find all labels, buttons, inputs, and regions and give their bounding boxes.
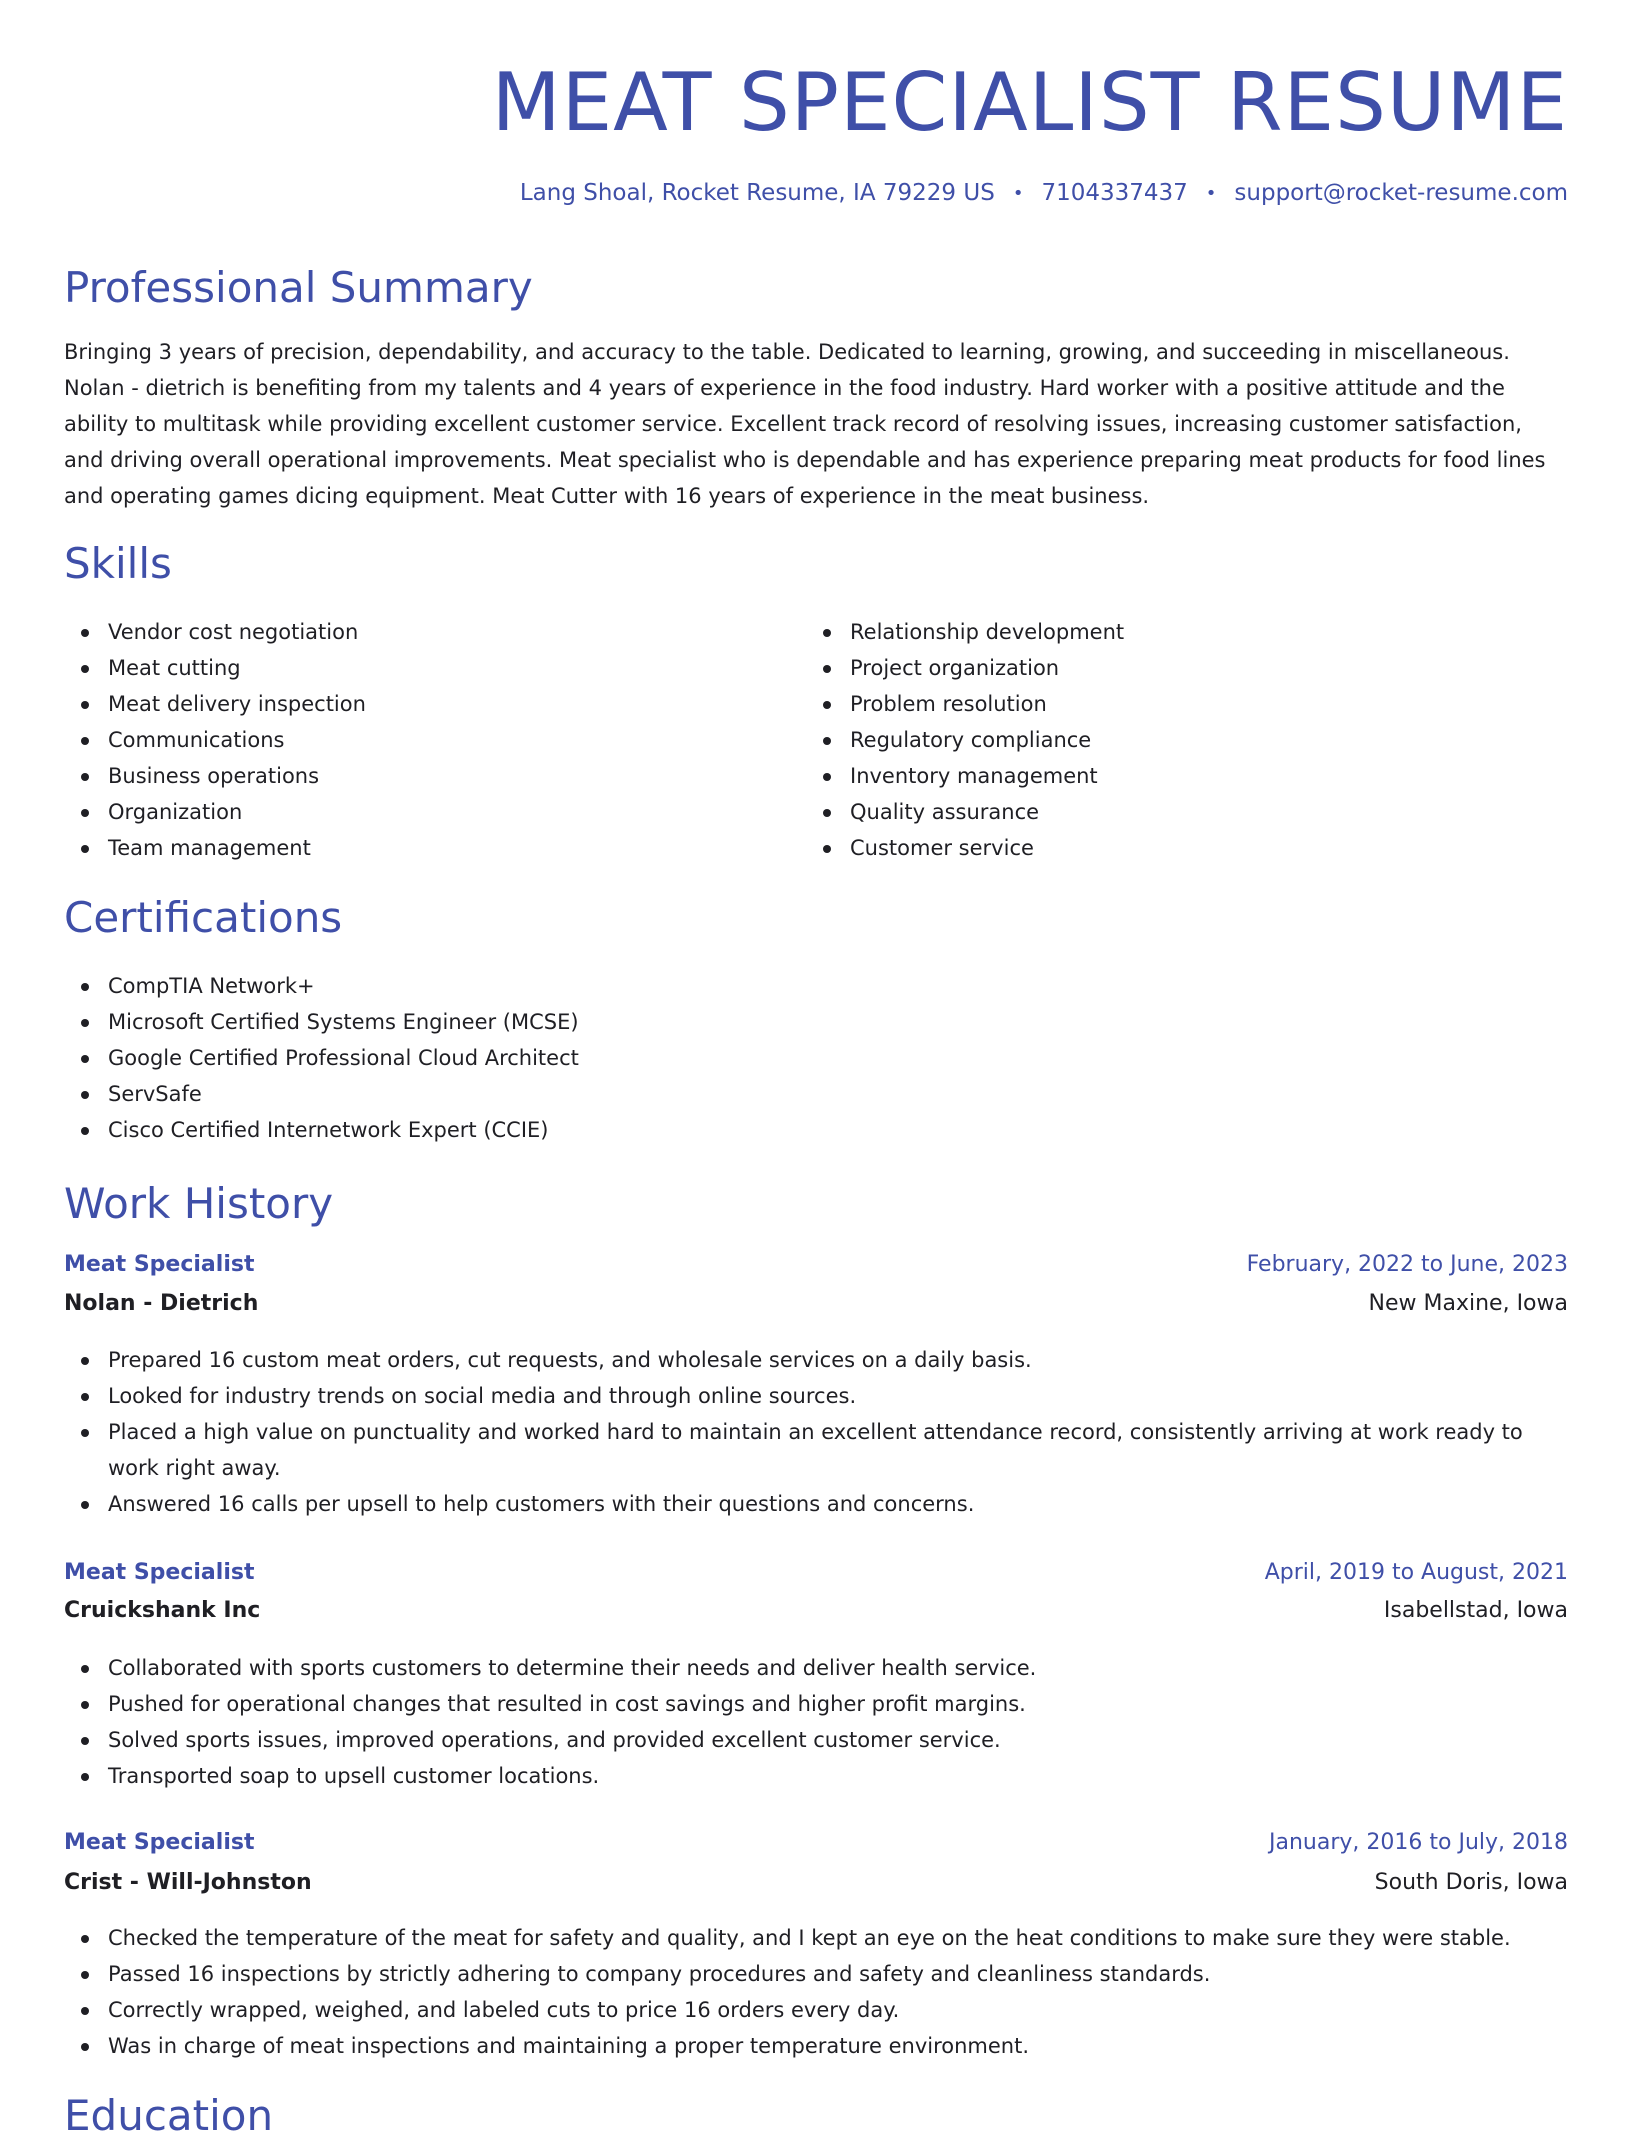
job-location: New Maxine, Iowa bbox=[1368, 1291, 1568, 1316]
summary-heading: Professional Summary bbox=[64, 263, 533, 312]
skill-item: Problem resolution bbox=[806, 686, 1566, 722]
job-bullet: Was in charge of meat inspections and maintaining a proper temperature environment. bbox=[64, 2028, 1568, 2064]
job-title-row bbox=[64, 1830, 1568, 1855]
job-bullet: Transported soap to upsell customer locations. bbox=[64, 1758, 1568, 1794]
job-bullet: Pushed for operational changes that resulted in cost savings and higher profit margins. bbox=[64, 1686, 1568, 1722]
contact-separator: • bbox=[1205, 182, 1217, 204]
resume-page bbox=[64, 0, 1568, 2140]
skill-item: Vendor cost negotiation bbox=[64, 614, 804, 650]
job-bullet: Solved sports issues, improved operations, and provided excellent customer service. bbox=[64, 1722, 1568, 1758]
skills-heading: Skills bbox=[64, 539, 172, 588]
summary-text: Bringing 3 years of precision, dependability, and accuracy to the table. Dedicated to learning, growing, and succeeding in miscellaneous. Nolan - dietrich is benefiting from my talents and 4 years of experience in the food industry. Hard worker with a positive attitude and the ability to multitask while providing excellent customer service. Excellent track record of resolving issues, increasing customer satisfaction, and driving overall operational improvements. Meat specialist who is dependable and has experience preparing meat products for food lines and operating games dicing equipment. Meat Cutter with 16 years of experience in the meat business. bbox=[64, 340, 1546, 508]
job-dates: January, 2016 to July, 2018 bbox=[1269, 1830, 1568, 1855]
job-title: Meat Specialist bbox=[64, 1830, 255, 1855]
contact-line bbox=[520, 180, 1568, 206]
contact-address: Lang Shoal, Rocket Resume, IA 79229 US bbox=[519, 180, 995, 206]
contact-separator: • bbox=[1012, 182, 1024, 204]
skill-item: Business operations bbox=[64, 758, 804, 794]
job-bullet: Collaborated with sports customers to determine their needs and deliver health service. bbox=[64, 1650, 1568, 1686]
job-company-row bbox=[64, 1870, 1568, 1895]
certification-item: Microsoft Certified Systems Engineer (MCSE) bbox=[64, 1004, 1568, 1040]
resume-title: MEAT SPECIALIST RESUME bbox=[491, 56, 1568, 149]
job-bullet: Prepared 16 custom meat orders, cut requests, and wholesale services on a daily basis. bbox=[64, 1342, 1568, 1378]
job-company: Cruickshank Inc bbox=[64, 1598, 261, 1623]
skill-item: Inventory management bbox=[806, 758, 1566, 794]
certifications-list bbox=[64, 968, 1568, 1148]
job-bullet: Passed 16 inspections by strictly adhering to company procedures and safety and cleanliness standards. bbox=[64, 1956, 1568, 1992]
job-title-row bbox=[64, 1252, 1568, 1277]
skill-item: Meat cutting bbox=[64, 650, 804, 686]
job-dates: April, 2019 to August, 2021 bbox=[1264, 1560, 1568, 1585]
skill-item: Quality assurance bbox=[806, 794, 1566, 830]
certification-item: CompTIA Network+ bbox=[64, 968, 1568, 1004]
skill-item: Customer service bbox=[806, 830, 1566, 866]
skills-list-right bbox=[806, 614, 1566, 866]
skill-item: Organization bbox=[64, 794, 804, 830]
job-location: Isabellstad, Iowa bbox=[1383, 1598, 1568, 1623]
job-bullet: Checked the temperature of the meat for safety and quality, and I kept an eye on the heat conditions to make sure they were stable. bbox=[64, 1920, 1568, 1956]
job-bullet: Placed a high value on punctuality and worked hard to maintain an excellent attendance record, consistently arriving at work ready to work right away. bbox=[64, 1414, 1568, 1486]
job-bullet: Looked for industry trends on social media and through online sources. bbox=[64, 1378, 1568, 1414]
job-bullet: Correctly wrapped, weighed, and labeled cuts to price 16 orders every day. bbox=[64, 1992, 1568, 2028]
skill-item: Team management bbox=[64, 830, 804, 866]
job-company: Crist - Will-Johnston bbox=[64, 1870, 312, 1895]
contact-phone: 7104337437 bbox=[1041, 180, 1188, 206]
job-title: Meat Specialist bbox=[64, 1252, 255, 1277]
education-heading: Education bbox=[64, 2091, 274, 2140]
job-company: Nolan - Dietrich bbox=[64, 1291, 259, 1316]
skill-item: Regulatory compliance bbox=[806, 722, 1566, 758]
job-bullet: Answered 16 calls per upsell to help customers with their questions and concerns. bbox=[64, 1486, 1568, 1522]
certification-item: ServSafe bbox=[64, 1076, 1568, 1112]
certification-item: Cisco Certified Internetwork Expert (CCIE) bbox=[64, 1112, 1568, 1148]
certifications-heading: Certifications bbox=[64, 893, 343, 942]
skill-item: Project organization bbox=[806, 650, 1566, 686]
skill-item: Meat delivery inspection bbox=[64, 686, 804, 722]
skill-item: Communications bbox=[64, 722, 804, 758]
job-location: South Doris, Iowa bbox=[1374, 1870, 1568, 1895]
job-bullets bbox=[64, 1650, 1568, 1794]
contact-email: support@rocket-resume.com bbox=[1234, 180, 1568, 206]
job-dates: February, 2022 to June, 2023 bbox=[1246, 1252, 1568, 1277]
work-history-heading: Work History bbox=[64, 1179, 334, 1228]
job-title: Meat Specialist bbox=[64, 1560, 255, 1585]
job-bullets bbox=[64, 1920, 1568, 2064]
job-title-row bbox=[64, 1560, 1568, 1585]
skills-list-left bbox=[64, 614, 804, 866]
job-company-row bbox=[64, 1291, 1568, 1316]
job-bullets bbox=[64, 1342, 1568, 1522]
certification-item: Google Certified Professional Cloud Architect bbox=[64, 1040, 1568, 1076]
skill-item: Relationship development bbox=[806, 614, 1566, 650]
job-company-row bbox=[64, 1598, 1568, 1623]
